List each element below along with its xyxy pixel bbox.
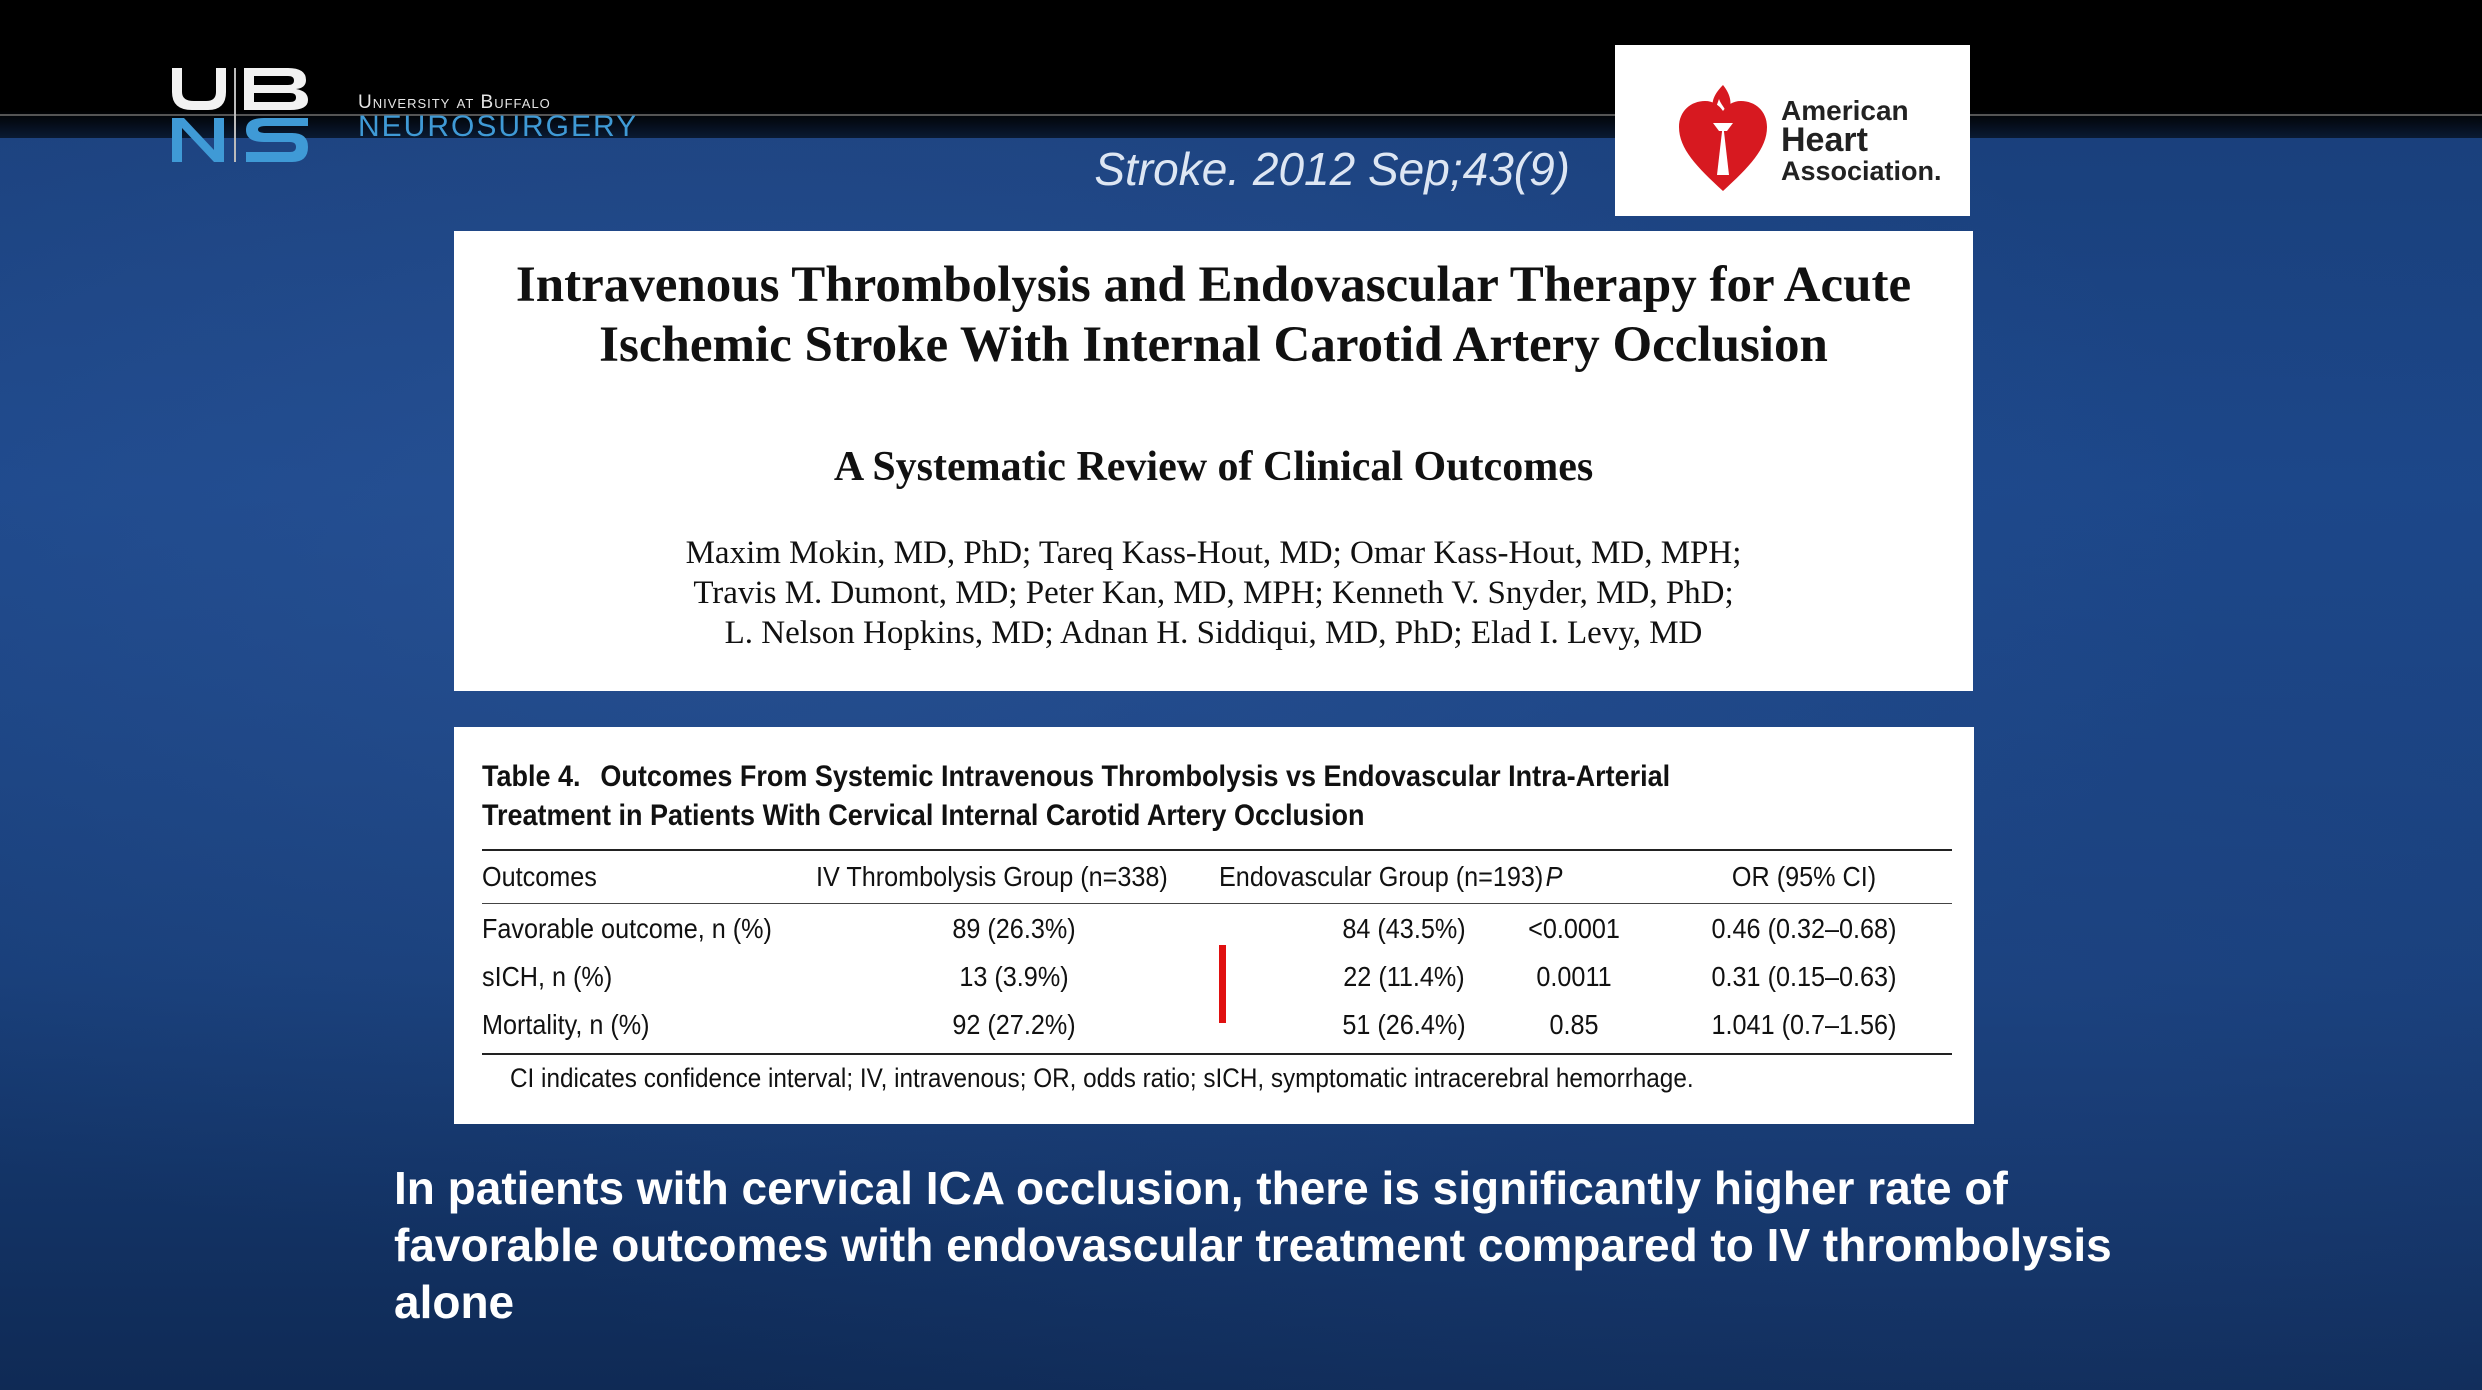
column-header: OR (95% CI) — [1731, 861, 1877, 892]
table-bottom-rule — [482, 1053, 1952, 1055]
author-line: Travis M. Dumont, MD; Peter Kan, MD, MPH; Kenneth V. Snyder, MD, PhD; — [693, 575, 1734, 611]
university-name: University at Buffalo — [358, 92, 551, 113]
aha-line-3: Association. — [1781, 155, 1942, 186]
author-line: L. Nelson Hopkins, MD; Adnan H. Siddiqui, MD, PhD; Elad I. Levy, MD — [724, 615, 1703, 651]
table-cell: <0.0001 — [1528, 913, 1620, 944]
slide-conclusion: In patients with cervical ICA occlusion, there is significantly higher rate of favorable outcomes with endovascular treatment compared to IV thrombolysis alone — [394, 1162, 2112, 1328]
outcomes-table — [454, 727, 1974, 1124]
table-cell: 0.46 (0.32–0.68) — [1711, 913, 1897, 944]
aha-line-1: American — [1781, 95, 1909, 126]
author-line: Maxim Mokin, MD, PhD; Tareq Kass-Hout, MD; Omar Kass-Hout, MD, MPH; — [685, 535, 1742, 571]
red-marker-line — [1219, 945, 1226, 1023]
table-footnote: CI indicates confidence interval; IV, intravenous; OR, odds ratio; sICH, symptomatic intracerebral hemorrhage. — [510, 1063, 1694, 1093]
aha-line-2: Heart — [1781, 121, 1868, 160]
table-cell: 84 (43.5%) — [1342, 913, 1466, 944]
paper-subtitle: A Systematic Review of Clinical Outcomes — [833, 444, 1594, 490]
paper-authors — [514, 533, 1913, 653]
journal-citation: Stroke. 2012 Sep;43(9) — [1094, 143, 1570, 195]
table-cell: 0.85 — [1549, 1009, 1599, 1040]
table-cell: 13 (3.9%) — [959, 961, 1069, 992]
header-rule — [482, 903, 1952, 904]
aha-logo — [1615, 45, 1970, 216]
department-name: NEUROSURGERY — [358, 110, 639, 143]
paper-title: Intravenous Thrombolysis and Endovascular Therapy for Acute Ischemic Stroke With Internal Carotid Artery Occlusion — [515, 257, 1912, 373]
table-cell: Mortality, n (%) — [482, 1009, 650, 1040]
aha-wordmark — [1781, 97, 1942, 184]
table-caption — [482, 757, 1805, 835]
table-cell: 51 (26.4%) — [1342, 1009, 1466, 1040]
table-top-rule — [482, 849, 1952, 851]
table-cell: 22 (11.4%) — [1343, 961, 1465, 992]
column-header: Endovascular Group (n=193) — [1219, 861, 1544, 892]
table-cell: 1.041 (0.7–1.56) — [1711, 1009, 1897, 1040]
heart-torch-icon — [1677, 83, 1769, 193]
table-cell: 92 (27.2%) — [952, 1009, 1076, 1040]
column-header: Outcomes — [482, 861, 597, 892]
table-cell: 0.0011 — [1536, 961, 1612, 992]
column-header: IV Thrombolysis Group (n=338) — [816, 861, 1168, 892]
table-cell: 0.31 (0.15–0.63) — [1711, 961, 1897, 992]
table-caption-text: Outcomes From Systemic Intravenous Thrombolysis vs Endovascular Intra-Arterial Treatment in Patients With Cervical Internal Carotid Artery Occlusion — [482, 760, 1671, 832]
paper-header-panel — [454, 231, 1973, 691]
table-number: Table 4. — [482, 760, 581, 793]
table-cell: 89 (26.3%) — [952, 913, 1076, 944]
ubns-logo — [168, 66, 313, 166]
column-header: P — [1545, 861, 1563, 892]
table-cell: Favorable outcome, n (%) — [482, 913, 772, 944]
table-cell: sICH, n (%) — [482, 961, 613, 992]
